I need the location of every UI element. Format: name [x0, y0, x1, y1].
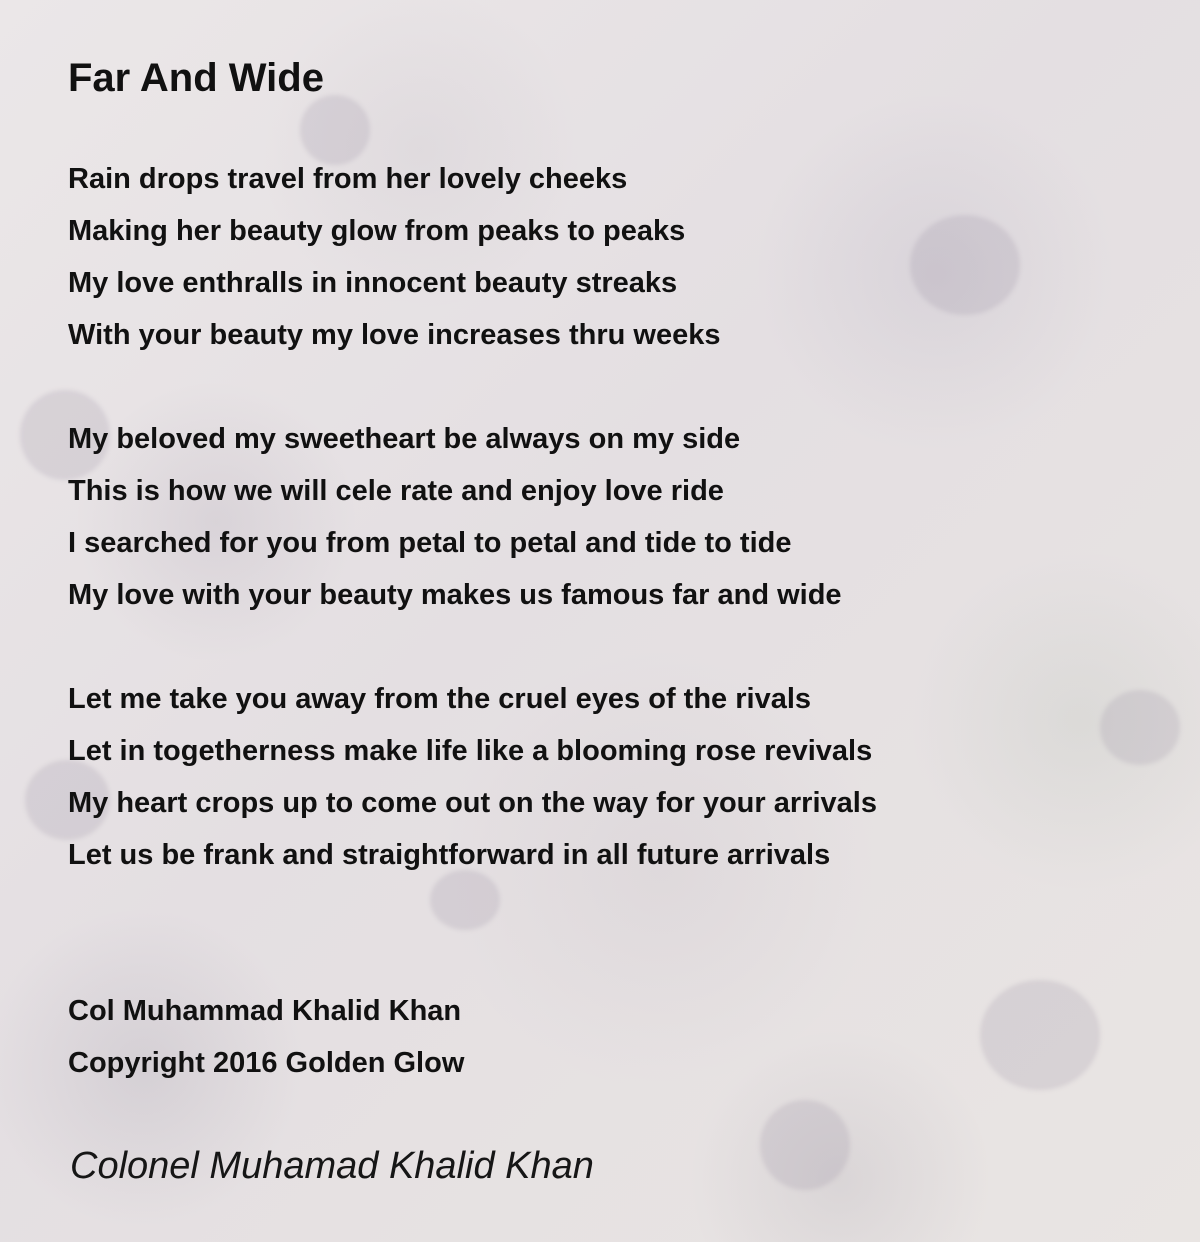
- poem-credits: [68, 985, 1148, 1089]
- poem-title: Far And Wide: [68, 56, 324, 100]
- author-line: Col Muhammad Khalid Khan: [68, 995, 462, 1027]
- ink-stain: [760, 1100, 850, 1190]
- poem-line: This is how we will cele rate and enjoy love ride: [68, 475, 724, 507]
- poem-line: Let us be frank and straightforward in all future arrivals: [68, 839, 831, 871]
- poem-line: My heart crops up to come out on the way for your arrivals: [68, 787, 877, 819]
- poem-line: My love enthralls in innocent beauty streaks: [68, 267, 678, 299]
- poem-line: Let me take you away from the cruel eyes of the rivals: [68, 683, 812, 715]
- poem-line: My beloved my sweetheart be always on my side: [68, 423, 741, 455]
- stanza-3: [68, 673, 1148, 881]
- poem-line: Let in togetherness make life like a blooming rose revivals: [68, 735, 873, 767]
- copyright-line: Copyright 2016 Golden Glow: [68, 1047, 465, 1079]
- poem-line: Making her beauty glow from peaks to peaks: [68, 215, 686, 247]
- poem-line: I searched for you from petal to petal and tide to tide: [68, 527, 792, 559]
- poem-line: My love with your beauty makes us famous far and wide: [68, 579, 842, 611]
- stanza-1: [68, 153, 1148, 361]
- stanza-2: [68, 413, 1148, 621]
- poem-line: Rain drops travel from her lovely cheeks: [68, 163, 628, 195]
- poem-line: With your beauty my love increases thru weeks: [68, 319, 721, 351]
- author-signature: Colonel Muhamad Khalid Khan: [70, 1145, 594, 1187]
